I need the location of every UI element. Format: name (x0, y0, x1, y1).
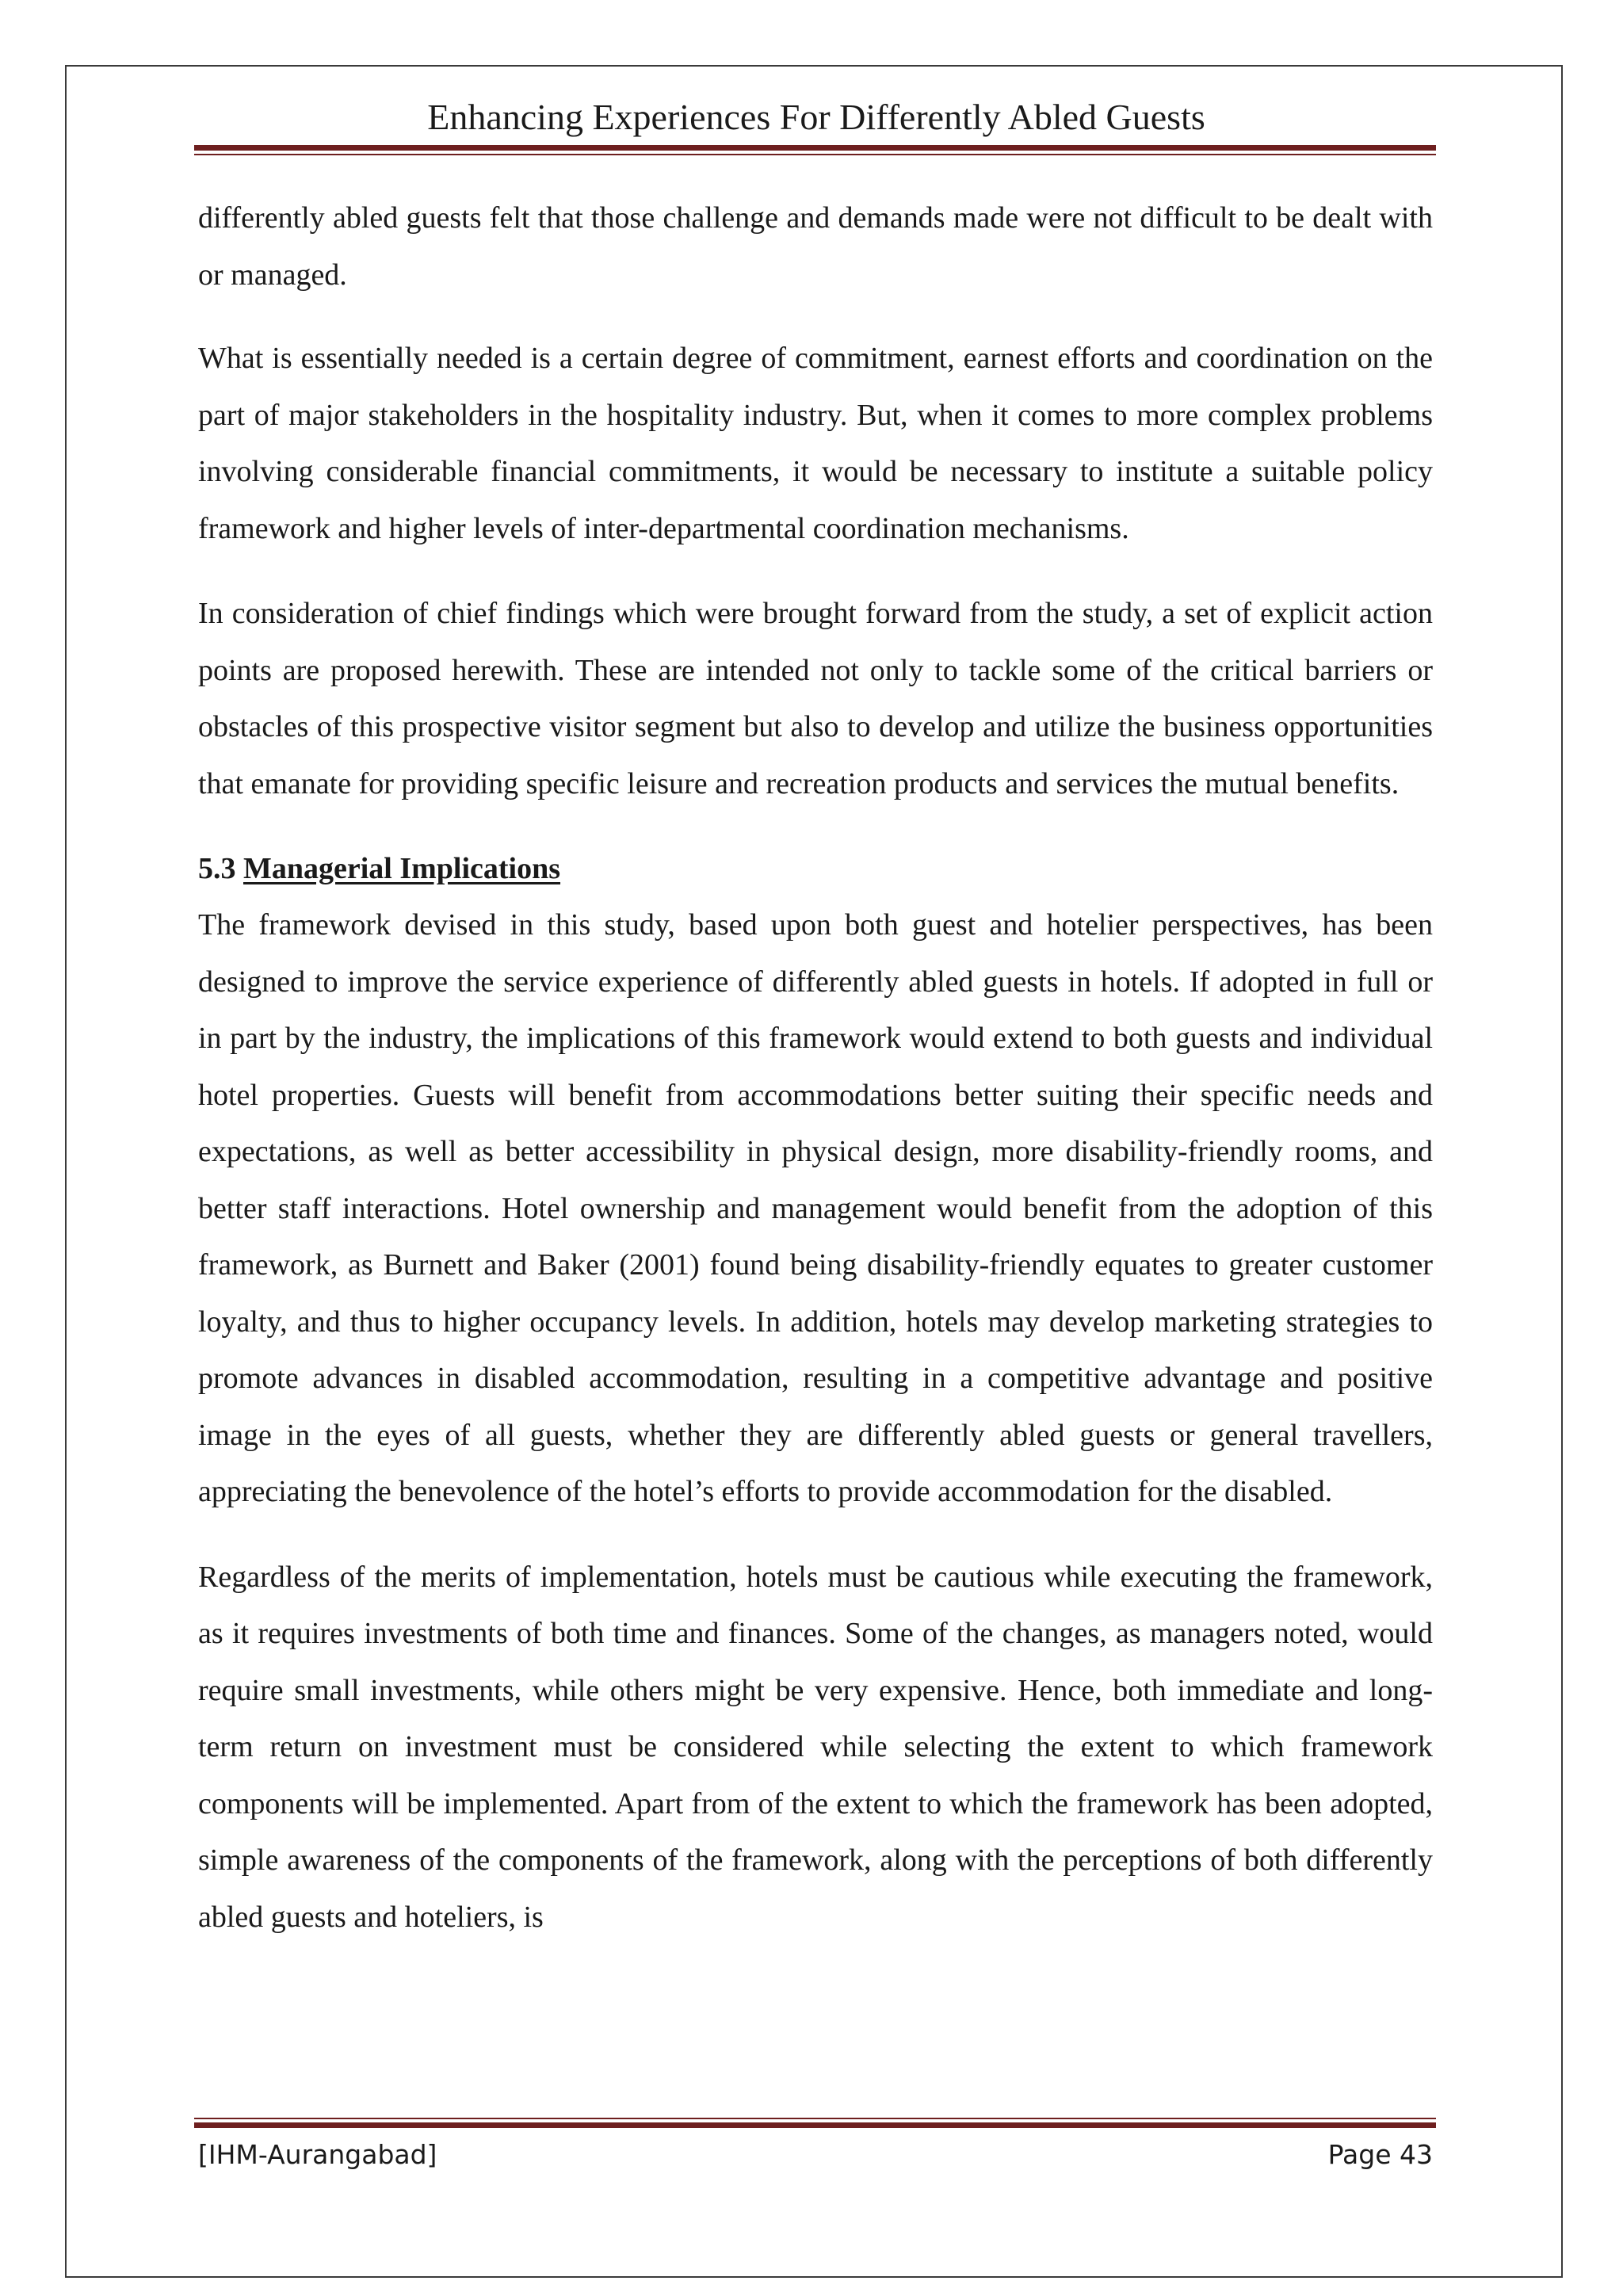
body-paragraph: The framework devised in this study, based upon both guest and hotelier perspectives, has been designed to improve the service experience of differently abled guests in hotels. If adopted in full or in part by the industry, the implications of this framework would extend to both guests and individual hotel properties. Guests will benefit from accommodations better suiting their specific needs and expectations, as well as better accessibility in physical design, more disability-friendly rooms, and better staff interactions. Hotel ownership and management would benefit from the adoption of this framework, as Burnett and Baker (2001) found being disability-friendly equates to greater customer loyalty, and thus to higher occupancy levels. In addition, hotels may develop marketing strategies to promote advances in disabled accommodation, resulting in a competitive advantage and positive image in the eyes of all guests, whether they are differently abled guests or general travellers, appreciating the benevolence of the hotel’s efforts to provide accommodation for the disabled. (198, 908, 1433, 1508)
footer-page-number: Page 43 (1327, 2139, 1433, 2170)
body-paragraph: differently abled guests felt that those challenge and demands made were not difficult to be dealt with or managed. (198, 201, 1433, 292)
body-paragraph: What is essentially needed is a certain degree of commitment, earnest efforts and coordination on the part of major stakeholders in the hospitality industry. But, when it comes to more complex problems involving considerable financial commitments, it would be necessary to institute a suitable policy framework and higher levels of inter-departmental coordination mechanisms. (198, 342, 1433, 545)
section-heading (198, 841, 1433, 897)
section-number: 5.3 (198, 852, 236, 885)
body-paragraph: In consideration of chief findings which were brought forward from the study, a set of explicit action points are proposed herewith. These are intended not only to tackle some of the critical barriers or obstacles of this prospective visitor segment but also to develop and utilize the business opportunities that emanate for providing specific leisure and recreation products and services the mutual benefits. (198, 597, 1433, 800)
body-paragraph: Regardless of the merits of implementation, hotels must be cautious while executing the framework, as it requires investments of both time and finances. Some of the changes, as managers noted, would require small investments, while others might be very expensive. Hence, both immediate and long-term return on investment must be considered while selecting the extent to which framework components will be implemented. Apart from of the extent to which the framework has been adopted, simple awareness of the components of the framework, along with the perceptions of both differently abled guests and hoteliers, is (198, 1560, 1433, 1934)
footer-rule-thin (194, 2118, 1436, 2119)
footer-institution: [IHM-Aurangabad] (198, 2139, 437, 2170)
footer-rule-thick (194, 2122, 1436, 2128)
page-body (198, 190, 1433, 1974)
section-title: Managerial Implications (243, 852, 561, 885)
running-header-title: Enhancing Experiences For Differently Abled Guests (427, 97, 1205, 137)
header-rule-thin (194, 154, 1436, 155)
header-rule-thick (194, 145, 1436, 151)
